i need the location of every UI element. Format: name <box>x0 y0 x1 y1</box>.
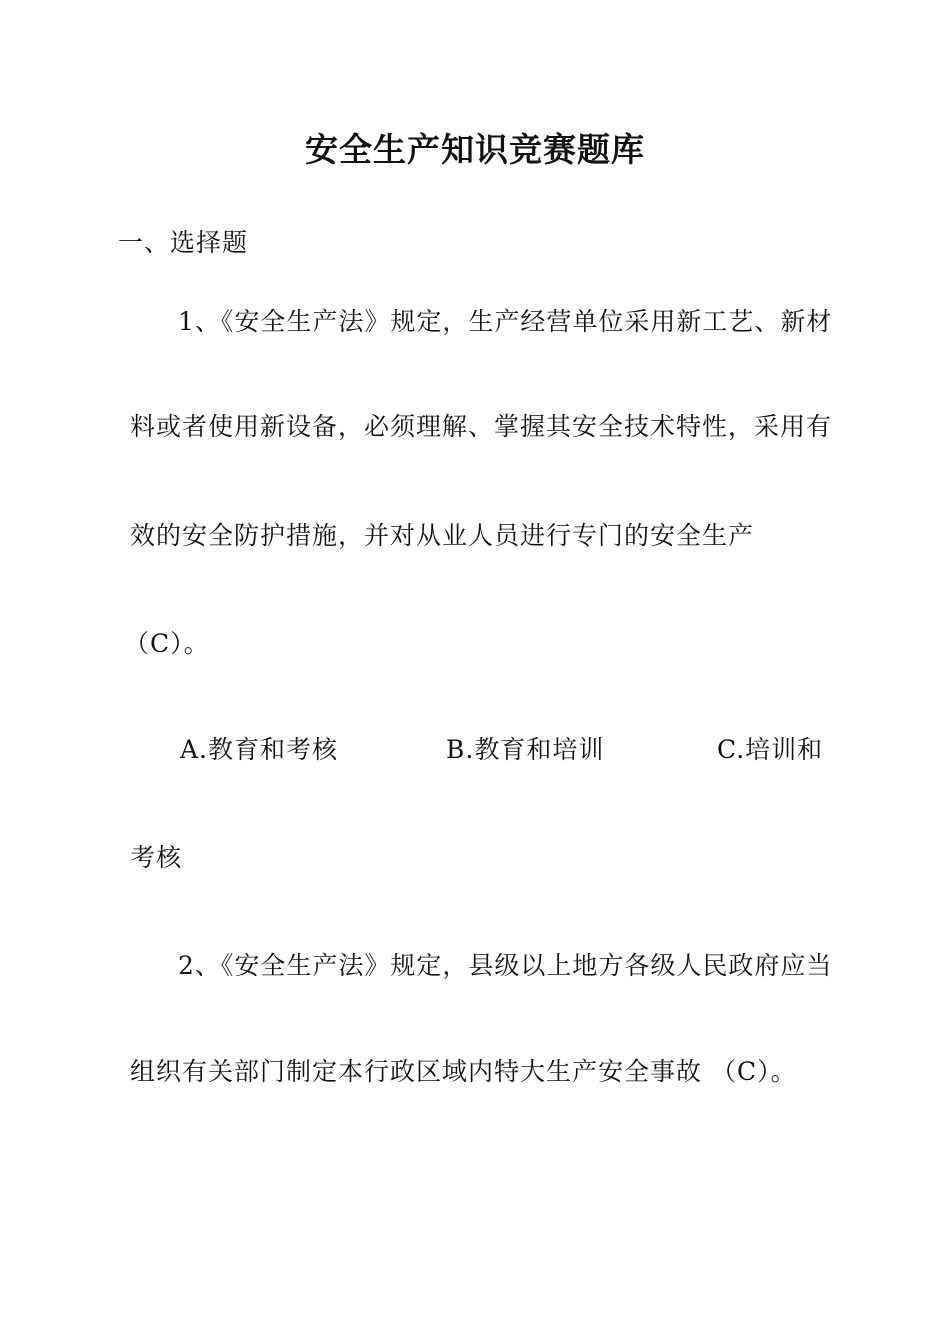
question-2-line-2: 组织有关部门制定本行政区域内特大生产安全事故 （C）。 <box>130 1057 797 1086</box>
section-heading: 一、选择题 <box>118 228 249 257</box>
question-1-line-2: 料或者使用新设备，必须理解、掌握其安全技术特性，采用有 <box>130 412 833 441</box>
question-1-option-c: C.培训和 <box>717 735 824 764</box>
question-2-line-1: 2、《安全生产法》规定，县级以上地方各级人民政府应当 <box>178 951 833 980</box>
question-1-option-a: A.教育和考核 <box>180 735 339 764</box>
question-1-option-b: B.教育和培训 <box>446 735 605 764</box>
question-1-option-c-continued: 考核 <box>130 843 183 872</box>
question-1-answer: （C）。 <box>124 629 210 658</box>
question-1-line-1: 1、《安全生产法》规定，生产经营单位采用新工艺、新材 <box>178 307 833 336</box>
document-title: 安全生产知识竞赛题库 <box>305 130 645 169</box>
question-1-line-3: 效的安全防护措施，并对从业人员进行专门的安全生产 <box>130 521 755 550</box>
